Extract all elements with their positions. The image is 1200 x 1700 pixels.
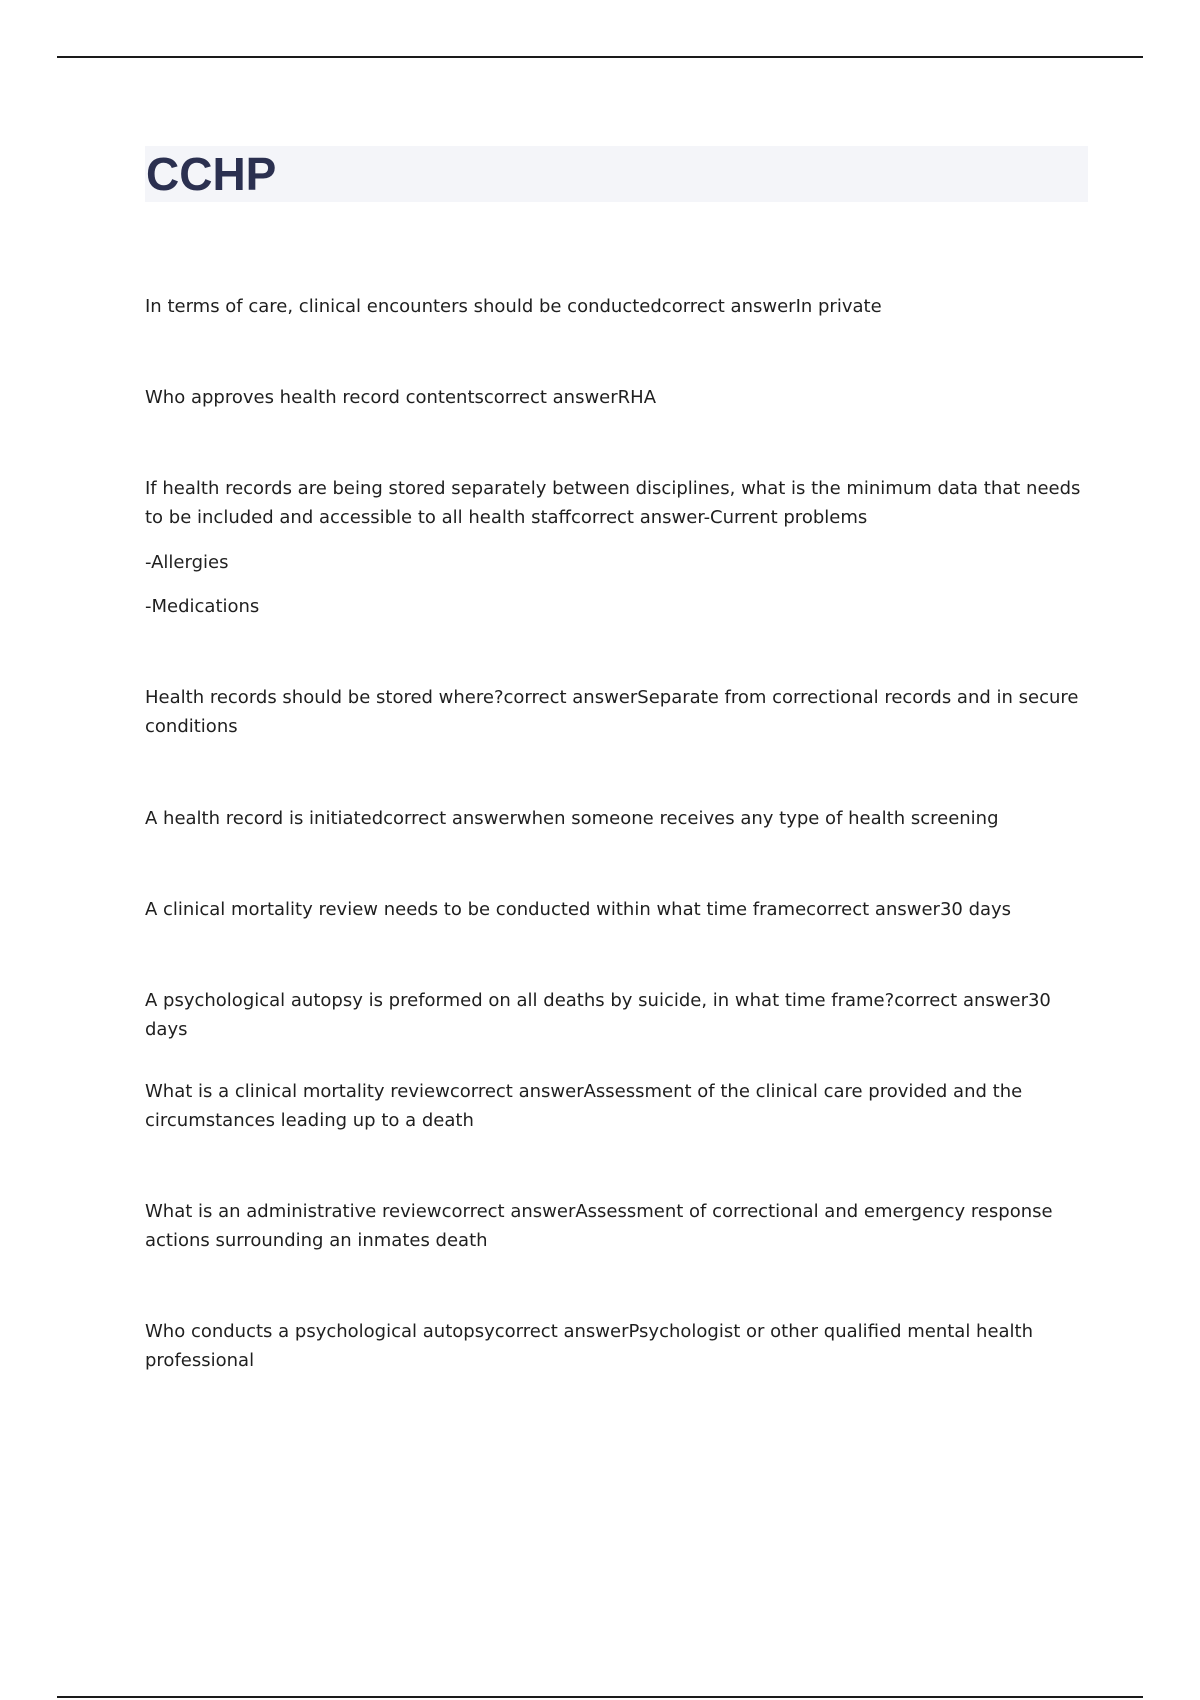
answer-text: Separate from correctional records and in secure conditions — [145, 687, 1079, 737]
flashcard — [145, 1197, 1090, 1255]
flashcard — [145, 292, 1090, 321]
question-text: In terms of care, clinical encounters should be conducted — [145, 296, 662, 317]
question-text: A clinical mortality review needs to be conducted within what time frame — [145, 899, 807, 920]
question-text: What is an administrative review — [145, 1201, 442, 1222]
answer-separator: correct answer — [503, 687, 638, 708]
answer-separator: correct answer — [383, 808, 517, 829]
flashcard — [145, 474, 1090, 532]
question-text: A psychological autopsy is preformed on all deaths by suicide, in what time frame? — [145, 990, 895, 1011]
question-text: What is a clinical mortality review — [145, 1081, 450, 1102]
answer-text: RHA — [617, 387, 657, 408]
answer-separator: correct answer — [441, 1201, 576, 1222]
answer-separator: correct answer — [449, 1081, 584, 1102]
flashcard — [145, 804, 1090, 833]
bottom-rule — [57, 1696, 1143, 1698]
top-rule — [57, 56, 1143, 58]
question-text: Health records should be stored where? — [145, 687, 504, 708]
flashcard — [145, 1317, 1090, 1375]
answer-separator: correct answer — [806, 899, 940, 920]
answer-extra-line: -Medications — [145, 596, 260, 617]
answer-separator: correct answer — [661, 296, 796, 317]
question-text: Who conducts a psychological autopsy — [145, 1321, 495, 1342]
answer-text: 30 days — [145, 990, 1051, 1040]
answer-separator: correct answer — [570, 507, 704, 528]
answer-text: -Current problems — [703, 507, 868, 528]
question-text: Who approves health record contents — [145, 387, 484, 408]
flashcard — [145, 383, 1090, 412]
flashcard — [145, 1077, 1090, 1135]
answer-separator: correct answer — [483, 387, 618, 408]
flashcard — [145, 895, 1090, 924]
answer-separator: correct answer — [494, 1321, 629, 1342]
title-band — [145, 146, 1088, 202]
flashcard — [145, 683, 1090, 741]
answer-text: In private — [795, 296, 882, 317]
answer-extra-line: -Allergies — [145, 552, 229, 573]
document-title: CCHP — [146, 148, 277, 200]
answer-text: Assessment of the clinical care provided and the circumstances leading up to a death — [145, 1081, 1023, 1131]
answer-text: Psychologist or other qualified mental health professional — [145, 1321, 1034, 1371]
question-text: A health record is initiated — [145, 808, 384, 829]
answer-text: when someone receives any type of health screening — [516, 808, 999, 829]
flashcard — [145, 986, 1090, 1044]
question-text: If health records are being stored separately between disciplines, what is the minimum data that needs to be included and accessible to all health staff — [145, 478, 1081, 528]
answer-text: 30 days — [939, 899, 1012, 920]
answer-separator: correct answer — [894, 990, 1028, 1011]
answer-text: Assessment of correctional and emergency response actions surrounding an inmates death — [145, 1201, 1053, 1251]
